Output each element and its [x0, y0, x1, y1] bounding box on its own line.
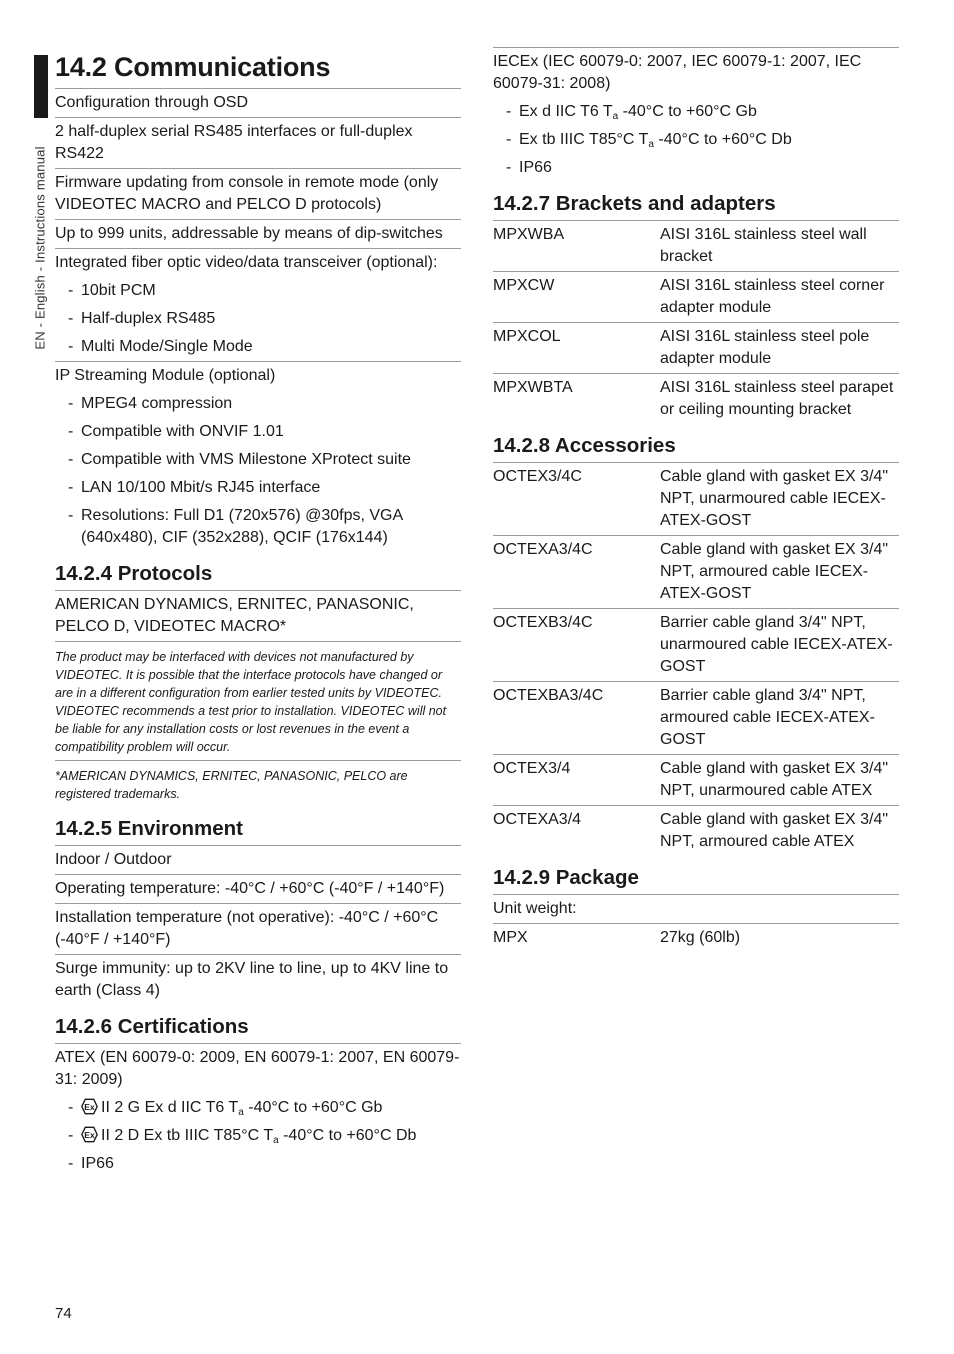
table-row: OCTEXA3/4C Cable gland with gasket EX 3/4" NPT, armoured cable IECEX-ATEX-GOST [493, 536, 899, 609]
table-row: OCTEX3/4 Cable gland with gasket EX 3/4" NPT, unarmoured cable ATEX [493, 755, 899, 806]
ex-hexagon-icon [81, 1126, 98, 1143]
ip-list [55, 393, 461, 549]
svg-text:Ex: - Ex [84, 1129, 95, 1140]
list-item: - MPEG4 compression [55, 393, 461, 415]
atex-list [55, 1097, 461, 1175]
env-location: Indoor / Outdoor [55, 845, 461, 874]
table-row: MPXCOL AISI 316L stainless steel pole adapter module [493, 323, 899, 374]
list-item: - Resolutions: Full D1 (720x576) @30fps, VGA (640x480), CIF (352x288), QCIF (176x144) [55, 505, 461, 549]
env-surge-immunity: Surge immunity: up to 2KV line to line, up to 4KV line to earth (Class 4) [55, 954, 461, 1005]
list-item: - Compatible with ONVIF 1.01 [55, 421, 461, 443]
protocols-heading: 14.2.4 Protocols [55, 562, 213, 585]
unit-weight-label: Unit weight: [493, 895, 899, 924]
env-installation-temp: Installation temperature (not operative): -40°C / +60°C (-40°F / +140°F) [55, 903, 461, 954]
spec-ip-streaming [55, 361, 461, 552]
env-operating-temp: Operating temperature: -40°C / +60°C (-40°F / +140°F) [55, 874, 461, 903]
table-row: MPXCW AISI 316L stainless steel corner adapter module [493, 272, 899, 323]
accessories-table [493, 462, 899, 856]
table-row: MPXWBA AISI 316L stainless steel wall bracket [493, 221, 899, 272]
list-item: - IP66 [493, 157, 899, 179]
table-row: OCTEXBA3/4C Barrier cable gland 3/4" NPT, armoured cable IECEX-ATEX-GOST [493, 682, 899, 755]
ip-heading: IP Streaming Module (optional) [55, 367, 276, 384]
section-marker-bar [34, 55, 48, 118]
brackets-table [493, 220, 899, 424]
table-row: OCTEX3/4C Cable gland with gasket EX 3/4" NPT, unarmoured cable IECEX-ATEX-GOST [493, 463, 899, 536]
spec-units: Up to 999 units, addressable by means of dip-switches [55, 219, 461, 248]
list-item: - LAN 10/100 Mbit/s RJ45 interface [55, 477, 461, 499]
spec-serial: 2 half-duplex serial RS485 interfaces or full-duplex RS422 [55, 117, 461, 168]
left-column [55, 50, 461, 1178]
list-item: - Ex d IIC T6 $T_a$ -40°C to +60°C Gb [493, 101, 899, 123]
brackets-heading: 14.2.7 Brackets and adapters [493, 192, 776, 215]
trademarks-note: *AMERICAN DYNAMICS, ERNITEC, PANASONIC, PELCO are registered trademarks. [55, 760, 461, 807]
protocols-list: AMERICAN DYNAMICS, ERNITEC, PANASONIC, PELCO D, VIDEOTEC MACRO* [55, 590, 461, 641]
iecex-list [493, 101, 899, 179]
package-heading: 14.2.9 Package [493, 866, 639, 889]
fiber-list [55, 280, 461, 358]
cert-iecex [493, 47, 899, 182]
page-number: 74 [55, 1305, 72, 1322]
list-item: - Ex II 2 D Ex tb IIIC T85°C $T_a$ -40°C to +60°C Db [55, 1125, 461, 1147]
iecex-heading: IECEx (IEC 60079-0: 2007, IEC 60079-1: 2007, IEC 60079-31: 2008) [493, 53, 862, 92]
table-row: MPXWBTA AISI 316L stainless steel parapet or ceiling mounting bracket [493, 374, 899, 425]
table-row [493, 895, 899, 924]
list-item: - Compatible with VMS Milestone XProtect suite [55, 449, 461, 471]
package-table [493, 894, 899, 952]
cert-atex [55, 1043, 461, 1178]
list-item: - Half-duplex RS485 [55, 308, 461, 330]
right-column [493, 47, 899, 952]
table-row: OCTEXB3/4C Barrier cable gland 3/4" NPT, unarmoured cable IECEX-ATEX-GOST [493, 609, 899, 682]
atex-heading: ATEX (EN 60079-0: 2009, EN 60079-1: 2007, EN 60079-31: 2009) [55, 1049, 460, 1088]
protocols-note: The product may be interfaced with devices not manufactured by VIDEOTEC. It is possible that the interface protocols have changed or are in a different configuration from earlier tested units by VIDEOTEC. VIDEOTEC recommends a test prior to installation. VIDEOTEC will not be liable for any installation costs or lost revenues in the event a compatibility problem will occur. [55, 641, 461, 760]
table-row: MPX 27kg (60lb) [493, 924, 899, 953]
svg-text:Ex: - Ex [84, 1101, 95, 1112]
table-row: OCTEXA3/4 Cable gland with gasket EX 3/4" NPT, armoured cable ATEX [493, 806, 899, 857]
sidebar-label: EN - English - Instructions manual [32, 146, 48, 350]
list-item: - Multi Mode/Single Mode [55, 336, 461, 358]
list-item: - 10bit PCM [55, 280, 461, 302]
fiber-heading: Integrated fiber optic video/data transceiver (optional): [55, 254, 438, 271]
spec-osd: Configuration through OSD [55, 88, 461, 117]
spec-fiber [55, 248, 461, 361]
section-title: 14.2 Communications [55, 52, 331, 82]
list-item: - IP66 [55, 1153, 461, 1175]
certifications-heading: 14.2.6 Certifications [55, 1015, 249, 1038]
ex-hexagon-icon [81, 1098, 98, 1115]
list-item: - Ex II 2 G Ex d IIC T6 $T_a$ -40°C to +60°C Gb [55, 1097, 461, 1119]
spec-firmware: Firmware updating from console in remote mode (only VIDEOTEC MACRO and PELCO D protocols) [55, 168, 461, 219]
list-item: - Ex tb IIIC T85°C $T_a$ -40°C to +60°C Db [493, 129, 899, 151]
accessories-heading: 14.2.8 Accessories [493, 434, 676, 457]
environment-heading: 14.2.5 Environment [55, 817, 243, 840]
